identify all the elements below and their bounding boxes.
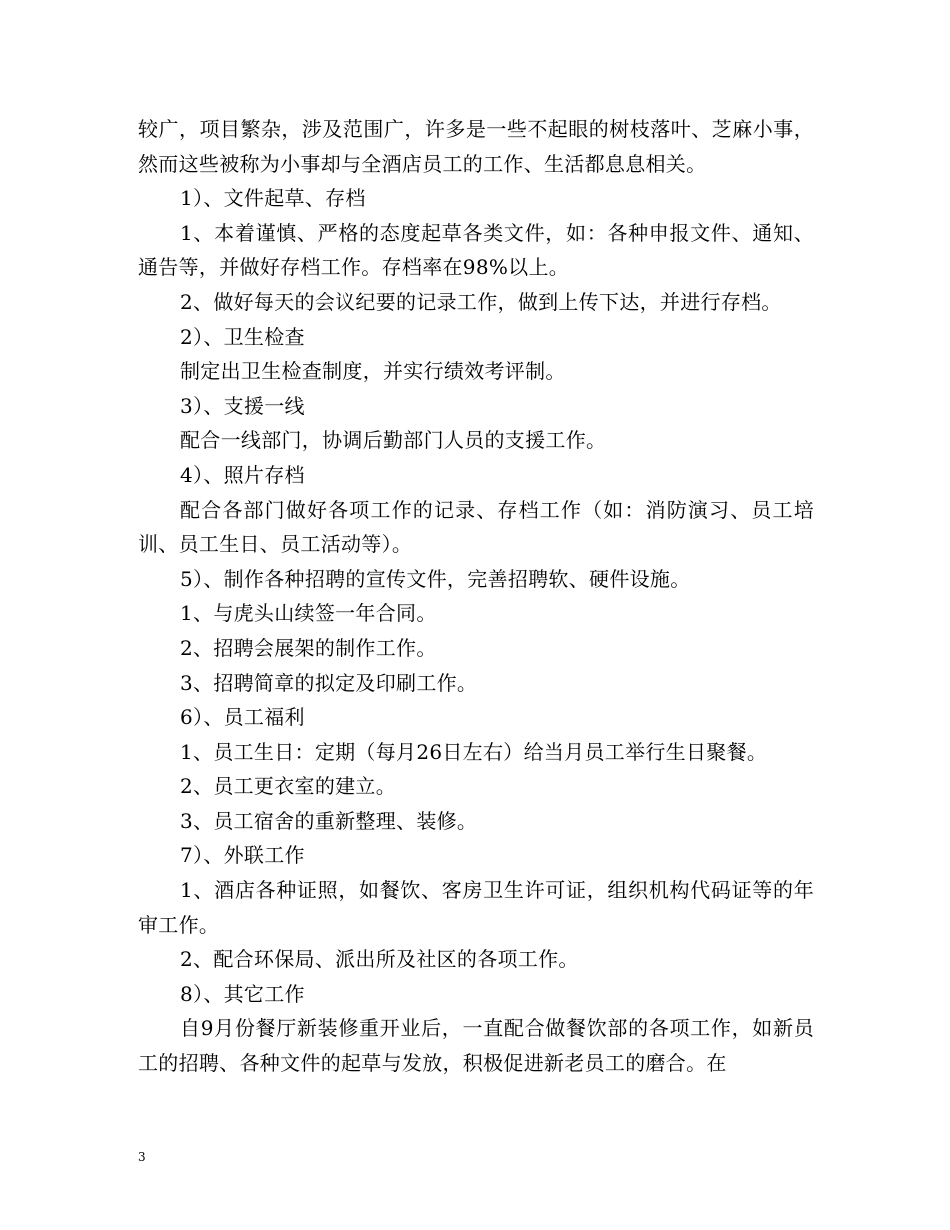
section-heading: 7）、外联工作 xyxy=(180,843,305,868)
section-heading: 8）、其它工作 xyxy=(180,981,305,1006)
paragraph: 2、招聘会展架的制作工作。 xyxy=(180,635,437,660)
section-heading: 5）、制作各种招聘的宣传文件，完善招聘软、硬件设施。 xyxy=(180,566,691,591)
section-heading: 1）、文件起草、存档 xyxy=(180,186,366,211)
section-heading: 2）、卫生检查 xyxy=(180,324,305,349)
paragraph: 配合一线部门，协调后勤部门人员的支援工作。 xyxy=(180,428,607,453)
paragraph: 2、员工更衣室的建立。 xyxy=(180,774,397,799)
paragraph: 较广，项目繁杂，涉及范围广，许多是一些不起眼的树枝落叶、芝麻小事，然而这些被称为小事却与全酒店员工的工作、生活都息息相关。 xyxy=(138,117,814,176)
paragraph: 3、员工宿舍的重新整理、装修。 xyxy=(180,808,478,833)
paragraph: 2、配合环保局、派出所及社区的各项工作。 xyxy=(180,947,579,972)
paragraph: 1、酒店各种证照，如餐饮、客房卫生许可证，组织机构代码证等的年审工作。 xyxy=(138,878,814,937)
paragraph: 1、员工生日：定期（每月26日左右）给当月员工举行生日聚餐。 xyxy=(180,739,768,764)
section-heading: 6）、员工福利 xyxy=(180,705,305,730)
paragraph: 自9月份餐厅新装修重开业后，一直配合做餐饮部的各项工作，如新员工的招聘、各种文件的起草与发放，积极促进新老员工的磨合。在 xyxy=(138,1016,814,1076)
paragraph: 制定出卫生检查制度，并实行绩效考评制。 xyxy=(180,359,566,384)
paragraph: 1、与虎头山续签一年合同。 xyxy=(180,601,437,626)
paragraph: 2、做好每天的会议纪要的记录工作，做到上传下达，并进行存档。 xyxy=(180,289,782,314)
paragraph: 3、招聘简章的拟定及印刷工作。 xyxy=(180,670,478,695)
page-number: 3 xyxy=(138,1150,146,1164)
section-heading: 4）、照片存档 xyxy=(180,462,305,487)
paragraph: 配合各部门做好各项工作的记录、存档工作（如：消防演习、员工培训、员工生日、员工活动等）。 xyxy=(138,497,814,557)
section-heading: 3）、支援一线 xyxy=(180,393,305,418)
paragraph: 1、本着谨慎、严格的态度起草各类文件，如：各种申报文件、通知、通告等，并做好存档工作。存档率在98%以上。 xyxy=(138,220,814,280)
body-text xyxy=(138,112,814,1081)
